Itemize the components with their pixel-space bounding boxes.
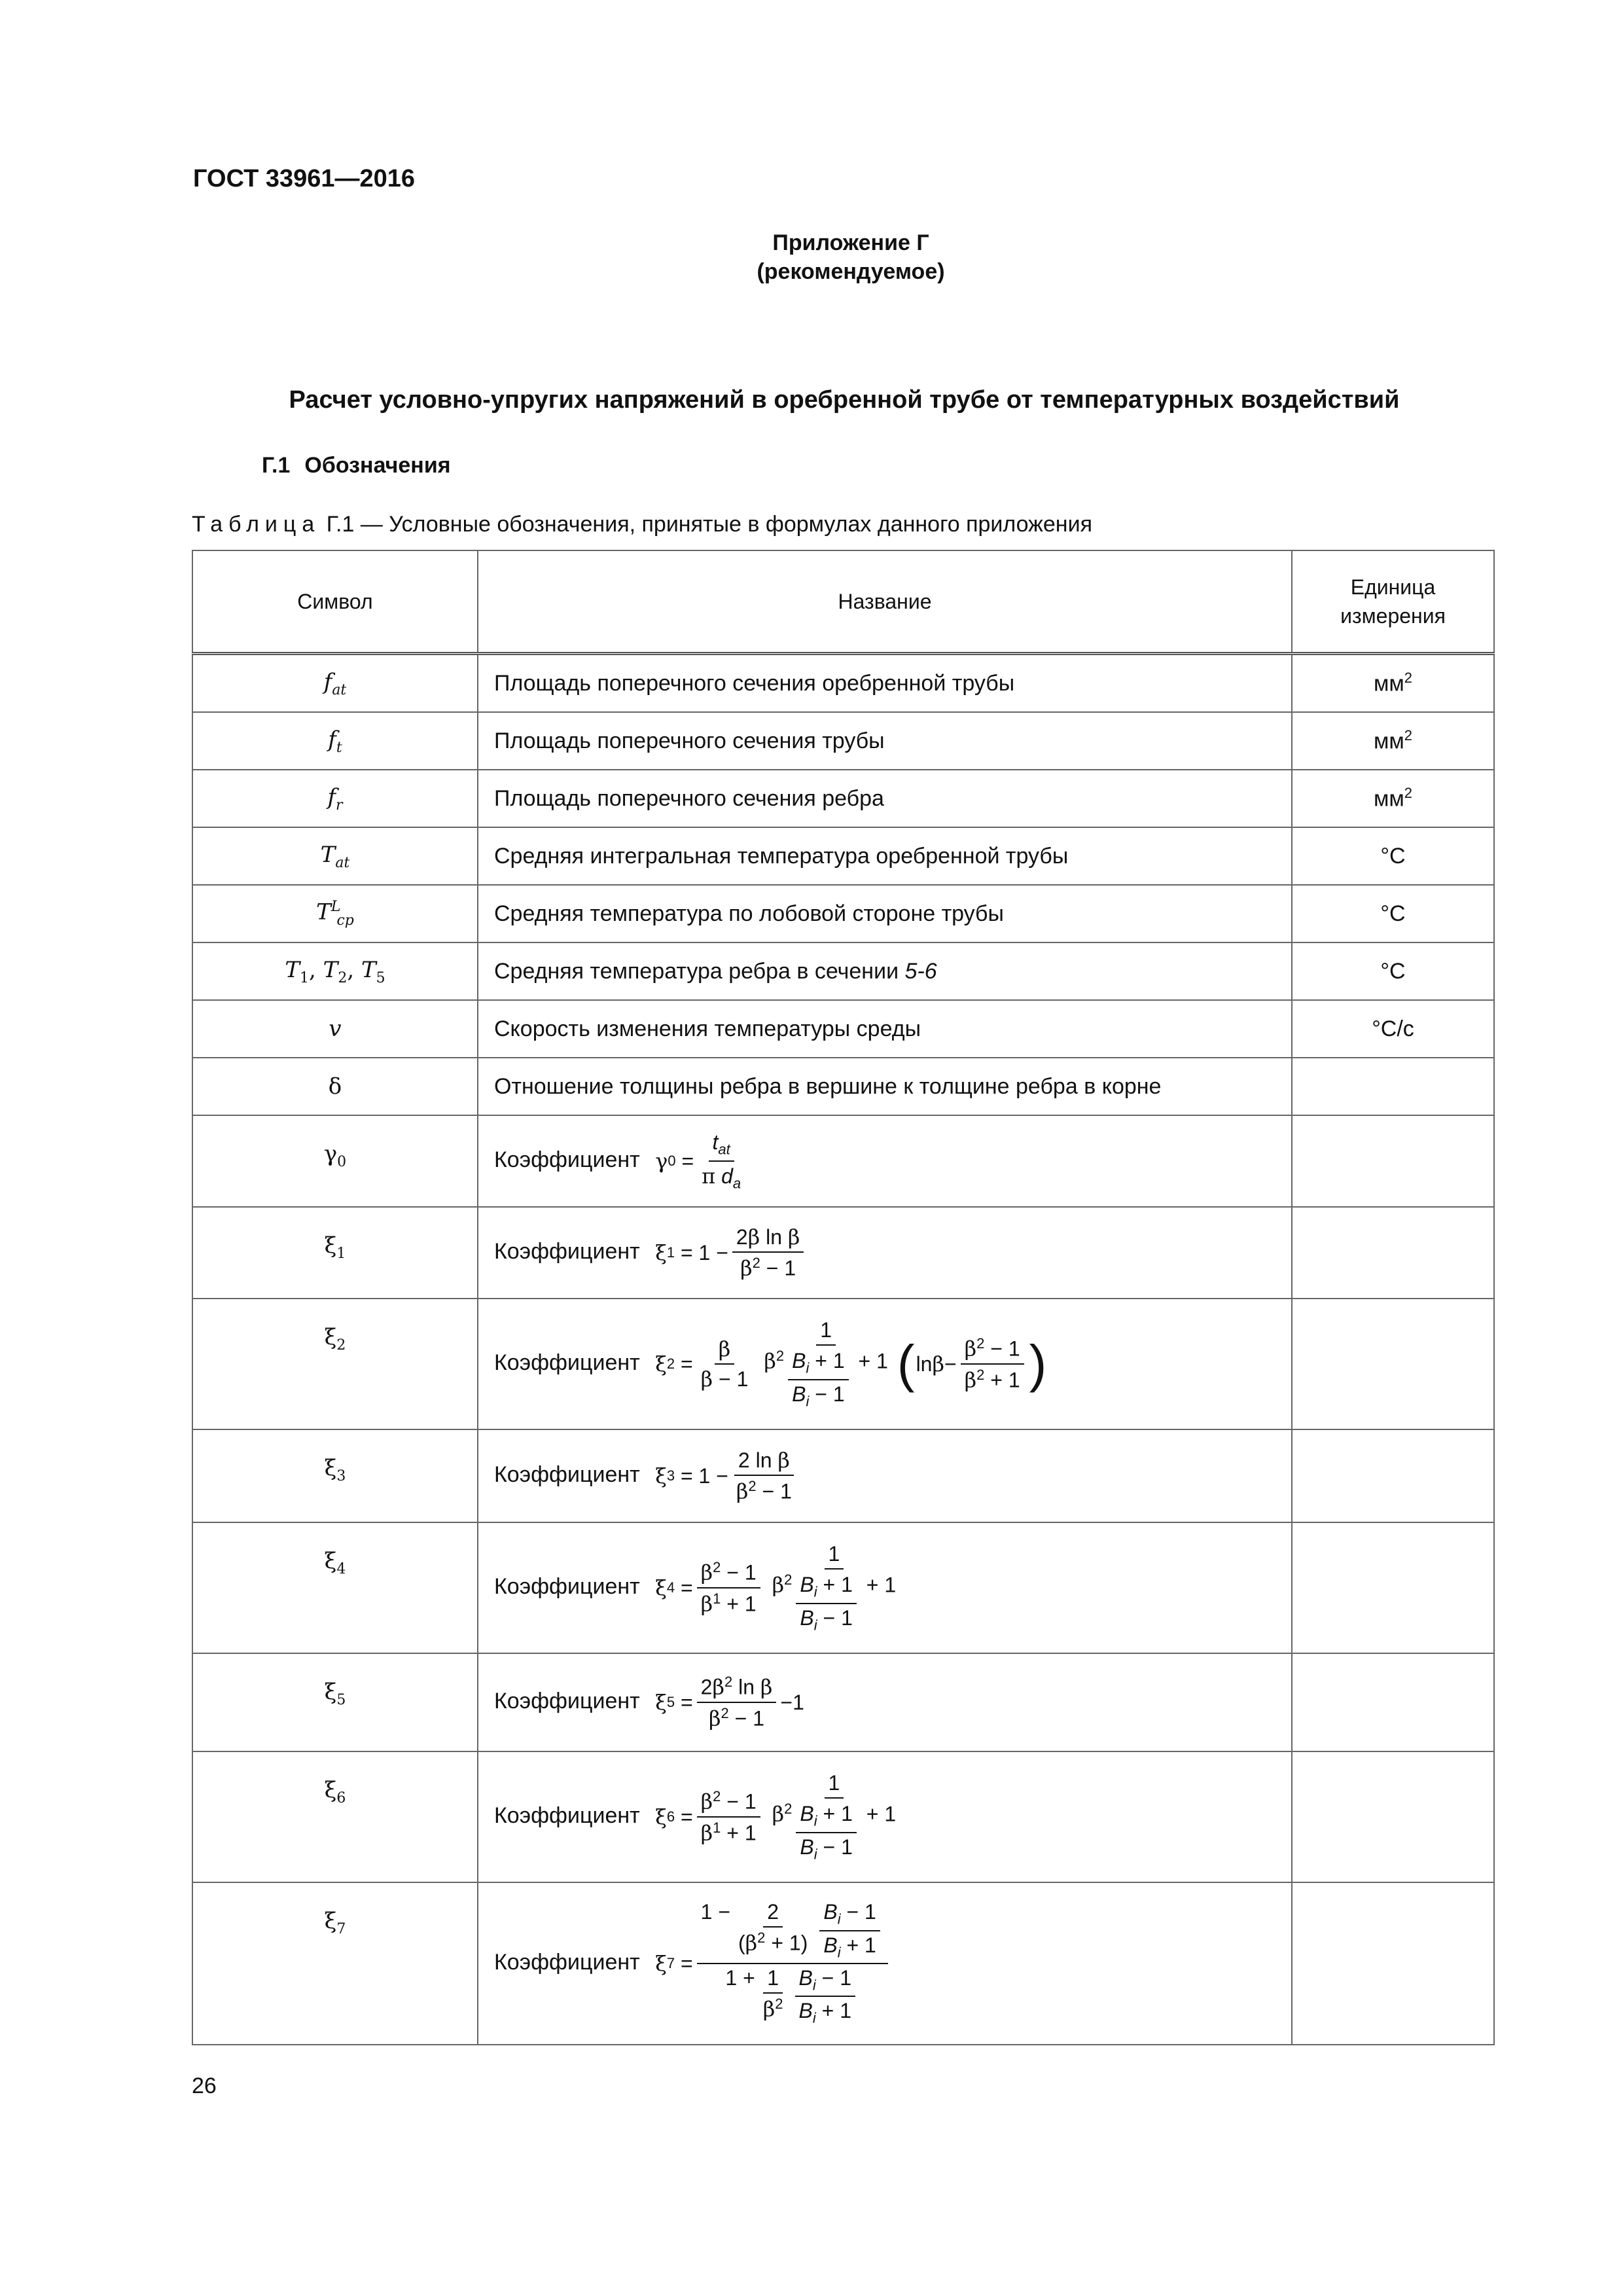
section-number: Г.1 [262, 453, 291, 478]
formula-xi6: ξ 6 = $\frac{\beta^2 - 1}{\beta^1 + 1}$ 1 $\beta^2$ $\frac{B_i + 1}{B_i - 1}$ + 1 [655, 1770, 897, 1863]
unit-cell [1292, 1058, 1494, 1115]
unit-cell [1292, 1207, 1494, 1299]
coef-label: Коэффициент [494, 1350, 640, 1375]
formula-gamma0: γ 0 = $\frac{t_{at}}{\pi d_a}$ [655, 1130, 741, 1191]
unit-cell [1292, 1653, 1494, 1751]
formula-xi4: ξ 4 = $\frac{\beta^2 - 1}{\beta^1 + 1}$ 1 $\beta^2$ $\frac{B_i + 1}{B_i - 1}$ + 1 [655, 1541, 897, 1634]
name-cell: Площадь поперечного сечения ребра [478, 770, 1292, 827]
unit-cell: $мм^2$ [1292, 770, 1494, 827]
symbols-table [192, 550, 1495, 2045]
unit-cell [1292, 1299, 1494, 1429]
symbol-cell: $\xi_3$ [192, 1429, 478, 1522]
table-row [192, 1058, 1494, 1115]
symbol-cell: $\xi_4$ [192, 1522, 478, 1653]
formula-cell [478, 1882, 1292, 2045]
unit-cell: °C [1292, 942, 1494, 1000]
unit-cell: °C/с [1292, 1000, 1494, 1058]
symbol-cell: v [192, 1000, 478, 1058]
table-caption-label: Таблица [192, 512, 321, 537]
formula-xi5: ξ 5 = $\frac{2\beta^2 \ln \beta}{\beta^2 - 1}$ −1 [655, 1674, 804, 1731]
symbol-cell: $T_{at}$ [192, 827, 478, 885]
unit-cell: °C [1292, 827, 1494, 885]
coef-label: Коэффициент [494, 1462, 640, 1487]
table-caption-text: Г.1 — Условные обозначения, принятые в формулах данного приложения [326, 512, 1092, 537]
formula-cell [478, 1207, 1292, 1299]
symbol-cell: $\xi_7$ [192, 1882, 478, 2045]
formula-xi3: ξ 3 = 1 − $\frac{\text{2 ln β}}{\beta^2 - 1}$ [655, 1448, 800, 1504]
page-number: 26 [192, 2073, 217, 2098]
coef-label: Коэффициент [494, 1147, 640, 1172]
appendix-status: (рекомендуемое) [757, 259, 945, 284]
header-unit [1292, 550, 1494, 654]
symbol-cell: $\xi_1$ [192, 1207, 478, 1299]
table-row [192, 942, 1494, 1000]
symbol-cell: $\xi_5$ [192, 1653, 478, 1751]
formula-xi2: ξ 2 = $\frac{\beta}{\beta - 1}$ 1 $\beta^2$ $\frac{B_i + 1}{B_i - 1}$ + 1 ( ln β − $\frac{\beta^2 - 1}{\beta^2 + 1}$ ) [655, 1318, 1047, 1410]
formula-xi1: ξ 1 = 1 − $\frac{\text{2β ln β}}{\beta^2 - 1}$ [655, 1225, 808, 1281]
table-row [192, 1429, 1494, 1522]
table-header-row [192, 550, 1494, 654]
symbol-cell: $\gamma_0$ [192, 1115, 478, 1207]
unit-cell: $мм^2$ [1292, 712, 1494, 770]
unit-cell: °C [1292, 885, 1494, 942]
name-cell: Площадь поперечного сечения трубы [478, 712, 1292, 770]
header-name: Название [478, 550, 1292, 654]
table-row [192, 1115, 1494, 1207]
table-row [192, 827, 1494, 885]
formula-cell [478, 1429, 1292, 1522]
header-unit-line2: измерения [1340, 604, 1446, 628]
section-heading [262, 453, 451, 478]
symbol-cell: $f_r$ [192, 770, 478, 827]
table-row [192, 1653, 1494, 1751]
symbol-cell: $\xi_2$ [192, 1299, 478, 1429]
name-cell: Средняя интегральная температура оребренной трубы [478, 827, 1292, 885]
coef-label: Коэффициент [494, 1949, 640, 1975]
coef-label: Коэффициент [494, 1688, 640, 1713]
coef-label: Коэффициент [494, 1238, 640, 1264]
table-row [192, 770, 1494, 827]
symbol-cell: $T_1$, $T_2$, $T_5$ [192, 942, 478, 1000]
table-row [192, 654, 1494, 713]
formula-cell [478, 1522, 1292, 1653]
formula-cell [478, 1299, 1292, 1429]
name-cell: Средняя температура по лобовой стороне трубы [478, 885, 1292, 942]
table-row [192, 885, 1494, 942]
name-cell: Скорость изменения температуры среды [478, 1000, 1292, 1058]
table-row [192, 1522, 1494, 1653]
table-row [192, 712, 1494, 770]
formula-cell [478, 1653, 1292, 1751]
coef-label: Коэффициент [494, 1573, 640, 1599]
table-row [192, 1299, 1494, 1429]
symbol-cell: $f_{at}$ [192, 654, 478, 713]
symbol-cell: $T^L_{cp}$ [192, 885, 478, 942]
symbol-cell: δ [192, 1058, 478, 1115]
name-cell: Отношение толщины ребра в вершине к толщине ребра в корне [478, 1058, 1292, 1115]
table-row [192, 1000, 1494, 1058]
appendix-title: Приложение Г [772, 230, 929, 255]
unit-cell [1292, 1882, 1494, 2045]
symbol-cell: $f_t$ [192, 712, 478, 770]
formula-cell [478, 1115, 1292, 1207]
formula-cell [478, 1751, 1292, 1882]
name-cell: Площадь поперечного сечения оребренной трубы [478, 654, 1292, 713]
name-cell: Средняя температура ребра в сечении 5-6 [478, 942, 1292, 1000]
formula-xi7: ξ 7 = 1 − $\frac{2}{(\beta^2 + 1)}$ $\frac{B_i - 1}{B_i + 1}$ 1 + $\frac{1}{\beta^2}$ $\frac{B_i - 1}{B_i + 1}$ [655, 1900, 892, 2027]
unit-cell [1292, 1751, 1494, 1882]
header-symbol: Символ [192, 550, 478, 654]
section-title: Обозначения [304, 453, 451, 478]
symbol-cell: $\xi_6$ [192, 1751, 478, 1882]
coef-label: Коэффициент [494, 1803, 640, 1828]
table-row [192, 1751, 1494, 1882]
unit-cell [1292, 1115, 1494, 1207]
unit-cell [1292, 1522, 1494, 1653]
standard-header: ГОСТ 33961—2016 [193, 165, 416, 192]
table-row [192, 1207, 1494, 1299]
table-caption [192, 512, 1092, 537]
unit-cell [1292, 1429, 1494, 1522]
table-row [192, 1882, 1494, 2045]
main-title: Расчет условно-упругих напряжений в оребренной трубе от температурных воздействий [289, 386, 1400, 414]
unit-cell: $мм^2$ [1292, 654, 1494, 713]
header-unit-line1: Единица [1350, 575, 1436, 599]
